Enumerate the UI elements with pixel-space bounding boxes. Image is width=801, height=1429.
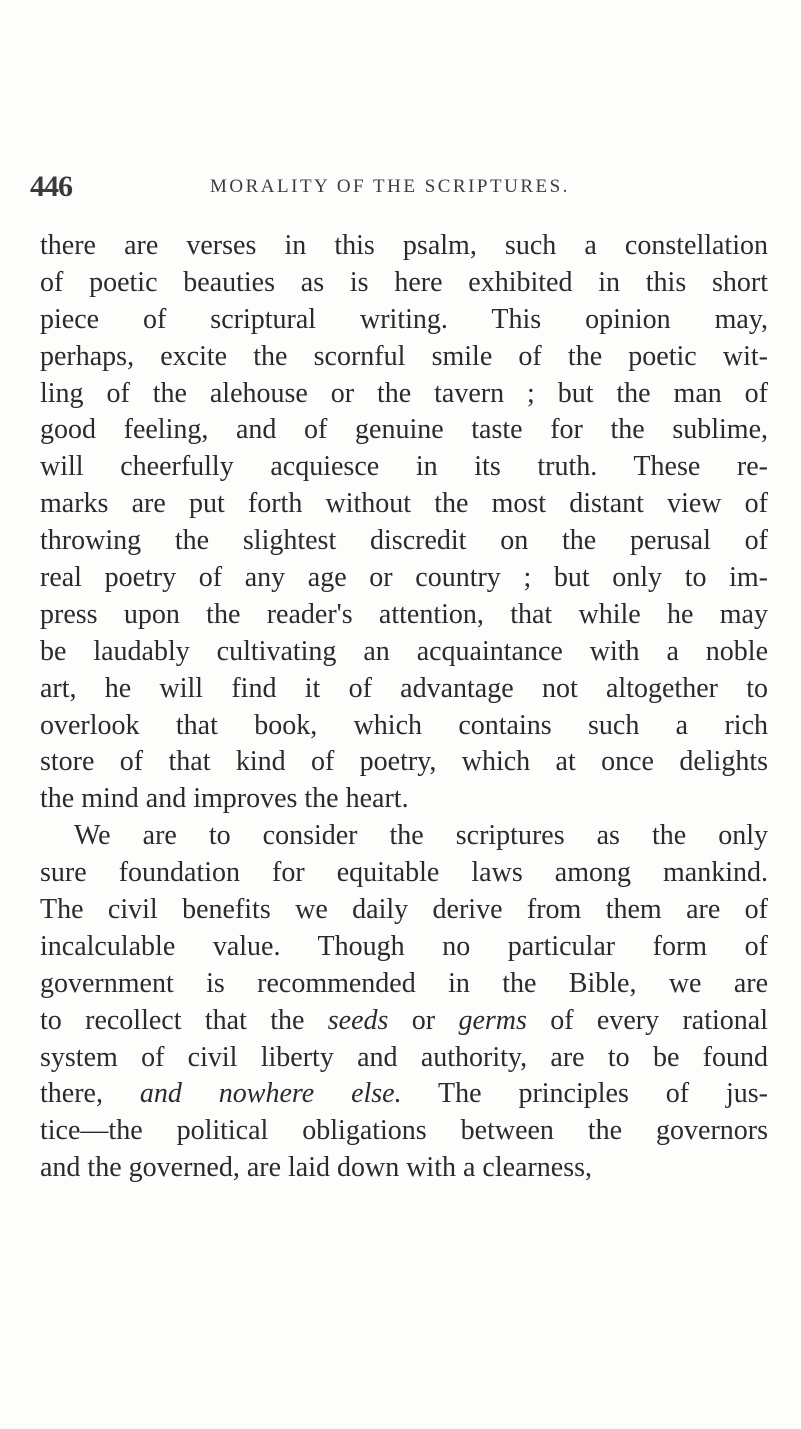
text-line: and the governed, are laid down with a clearness, (40, 1152, 593, 1184)
text-run: of every rational (526, 1004, 768, 1036)
text-line: system of civil liberty and authority, are to be found (40, 1041, 768, 1073)
text-run: there, (40, 1078, 140, 1110)
text-line: be laudably cultivating an acquaintance with a noble (40, 635, 768, 667)
text-line-nowhere-else (40, 1076, 768, 1113)
paragraph-end-line: the mind and improves the heart. (40, 783, 409, 815)
text-run: to recollect that the (40, 1004, 328, 1036)
text-line: overlook that book, which contains such a rich (40, 709, 768, 741)
text-line: ling of the alehouse or the tavern ; but the man of (40, 377, 768, 409)
text-line: The civil benefits we daily derive from them are of (40, 894, 768, 926)
text-line: real poetry of any age or country ; but only to im- (40, 562, 768, 594)
text-run: or (388, 1004, 459, 1036)
text-line: perhaps, excite the scornful smile of the poetic wit- (40, 340, 768, 372)
running-head-title: MORALITY OF THE SCRIPTURES. (210, 176, 570, 197)
text-line: of poetic beauties as is here exhibited in this short (40, 266, 768, 298)
text-line: press upon the reader's attention, that while he may (40, 598, 768, 630)
paragraph-start-line: We are to consider the scriptures as the only (74, 820, 768, 852)
text-line: there are verses in this psalm, such a constellation (40, 230, 768, 261)
text-line: good feeling, and of genuine taste for the sublime, (40, 414, 768, 446)
text-line-seeds-germs (40, 1003, 768, 1040)
text-line: tice—the political obligations between the governors (40, 1115, 768, 1147)
text-line: sure foundation for equitable laws among mankind. (40, 857, 768, 889)
page-number: 446 (30, 170, 72, 203)
text-line: government is recommended in the Bible, we are (40, 967, 768, 999)
text-line: incalculable value. Though no particular form of (40, 930, 768, 962)
running-head (30, 170, 770, 204)
body-text (40, 228, 768, 1187)
text-line: piece of scriptural writing. This opinion may, (40, 303, 768, 335)
italic-seeds: seeds (327, 1004, 389, 1036)
text-run: The principles of jus- (401, 1078, 768, 1110)
italic-nowhere-else: and nowhere else. (139, 1078, 402, 1110)
italic-germs: germs (458, 1004, 527, 1036)
text-line: store of that kind of poetry, which at once delights (40, 746, 768, 778)
text-line: art, he will find it of advantage not altogether to (40, 672, 768, 704)
text-line: will cheerfully acquiesce in its truth. These re- (40, 451, 768, 483)
text-line: marks are put forth without the most distant view of (40, 488, 768, 520)
text-line: throwing the slightest discredit on the perusal of (40, 525, 768, 557)
